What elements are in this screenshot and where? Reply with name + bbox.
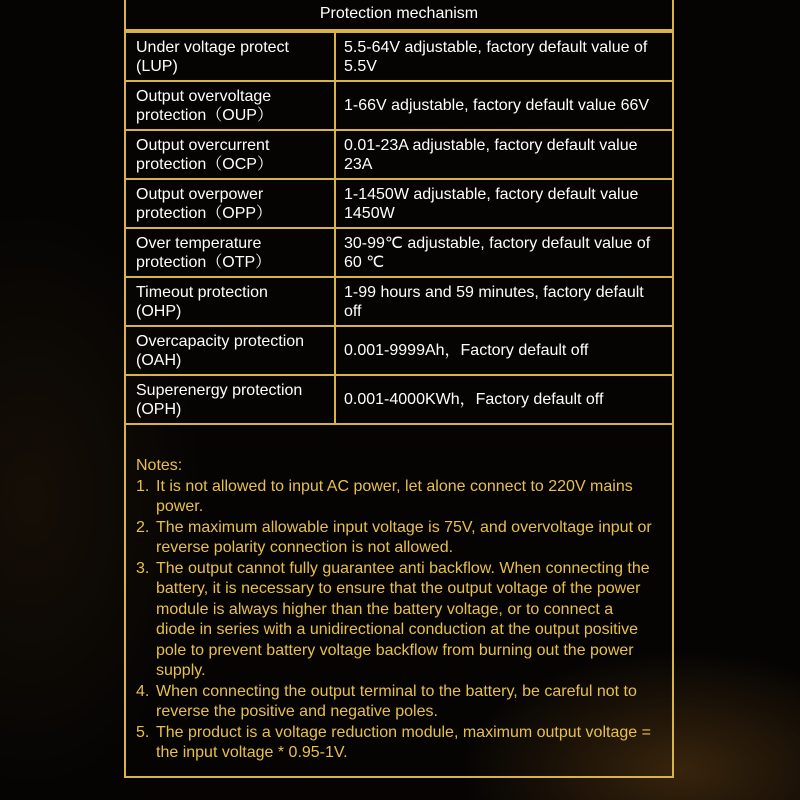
param-value: 0.001-4000KWh，Factory default off	[344, 391, 604, 408]
note-number: 3.	[136, 559, 150, 577]
value-cell	[335, 228, 673, 277]
note-item	[136, 559, 656, 682]
param-value: 30-99℃ adjustable, factory default value of 60 ℃	[344, 234, 651, 271]
value-cell	[335, 130, 673, 179]
param-abbr: (OHP)	[136, 302, 182, 320]
value-cell	[335, 179, 673, 228]
value-cell	[335, 32, 673, 81]
param-value: 1-1450W adjustable, factory default value 1450W	[344, 185, 639, 222]
param-value: 1-99 hours and 59 minutes, factory default off	[344, 283, 644, 320]
param-abbr: (OPH)	[136, 400, 182, 418]
protection-table	[124, 31, 674, 425]
note-number: 2.	[136, 518, 150, 536]
param-name: Timeout protection	[136, 283, 268, 301]
param-abbr: protection（OUP）	[136, 106, 273, 124]
table-row	[125, 130, 673, 179]
param-cell	[125, 130, 335, 179]
note-number: 1.	[136, 477, 150, 495]
table-row	[125, 81, 673, 130]
param-cell	[125, 228, 335, 277]
note-number: 4.	[136, 682, 150, 700]
param-cell	[125, 179, 335, 228]
param-name: Overcapacity protection	[136, 332, 305, 350]
note-item	[136, 682, 656, 723]
note-text: The maximum allowable input voltage is 75V, and overvoltage input or reverse polarity connection is not allowed.	[156, 518, 652, 556]
table-title: Protection mechanism	[124, 0, 674, 31]
table-row	[125, 375, 673, 424]
value-cell	[335, 375, 673, 424]
note-text: The product is a voltage reduction module, maximum output voltage = the input voltage * 0.95-1V.	[156, 723, 651, 761]
param-cell	[125, 32, 335, 81]
param-name: Under voltage protect	[136, 38, 289, 56]
param-name: Over temperature	[136, 234, 262, 252]
table-row	[125, 179, 673, 228]
note-text: When connecting the output terminal to the battery, be careful not to reverse the positive and negative poles.	[156, 682, 637, 720]
table-row	[125, 32, 673, 81]
note-item	[136, 723, 656, 764]
notes-heading: Notes:	[136, 457, 183, 474]
note-text: It is not allowed to input AC power, let alone connect to 220V mains power.	[156, 477, 633, 515]
param-value: 5.5-64V adjustable, factory default value of 5.5V	[344, 38, 648, 75]
param-abbr: protection（OCP）	[136, 155, 273, 173]
value-cell	[335, 81, 673, 130]
param-value: 0.01-23A adjustable, factory default value 23A	[344, 136, 638, 173]
param-cell	[125, 375, 335, 424]
notes-section	[136, 456, 656, 764]
param-value: 0.001-9999Ah，Factory default off	[344, 342, 589, 359]
param-name: Output overvoltage	[136, 87, 272, 105]
param-abbr: protection（OTP）	[136, 253, 272, 271]
param-name: Superenergy protection	[136, 381, 303, 399]
param-cell	[125, 277, 335, 326]
table-row	[125, 228, 673, 277]
param-cell	[125, 326, 335, 375]
value-cell	[335, 277, 673, 326]
param-name: Output overcurrent	[136, 136, 270, 154]
param-cell	[125, 81, 335, 130]
param-abbr: protection（OPP）	[136, 204, 273, 222]
note-number: 5.	[136, 723, 150, 741]
table-row	[125, 277, 673, 326]
value-cell	[335, 326, 673, 375]
note-item	[136, 518, 656, 559]
param-abbr: (OAH)	[136, 351, 182, 369]
note-item	[136, 477, 656, 518]
note-text: The output cannot fully guarantee anti backflow. When connecting the battery, it is necessary to ensure that the output voltage of the power module is always higher than the battery voltage, or to connect a diode in series with a unidirectional conduction at the output positive pole to prevent battery voltage backflow from burning out the power supply.	[156, 559, 650, 679]
param-value: 1-66V adjustable, factory default value 66V	[344, 97, 650, 114]
param-abbr: (LUP)	[136, 57, 178, 75]
param-name: Output overpower	[136, 185, 264, 203]
table-row	[125, 326, 673, 375]
